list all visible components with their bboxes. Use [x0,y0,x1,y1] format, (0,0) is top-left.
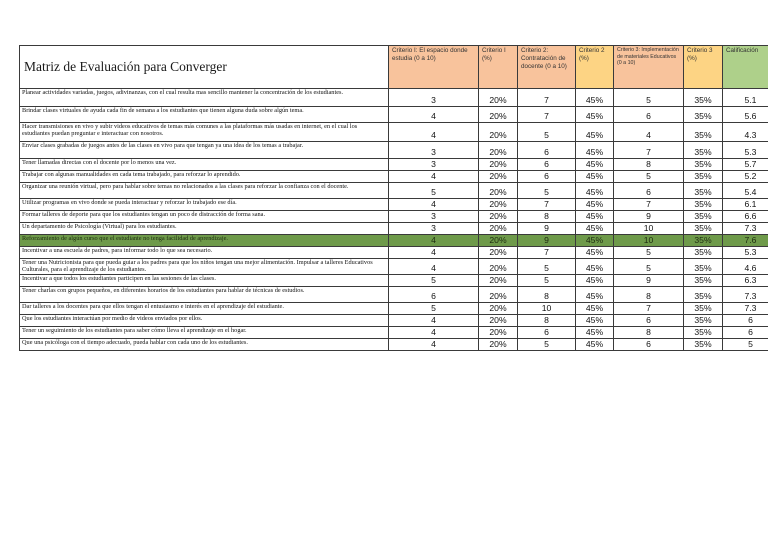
row-description: Que una psicóloga con el tiempo adecuado, pueda hablar con cada uno de los estudiantes. [20,339,389,351]
cell-calificacion: 7.3 [723,223,768,235]
cell-criterio2-pct: 45% [576,223,614,235]
cell-criterio1-pct: 20% [479,89,518,107]
cell-criterio1: 3 [389,159,479,171]
header-criterio2: Criterio 2: Contratación de docente (0 a 10) [518,46,576,89]
cell-criterio1: 4 [389,199,479,211]
cell-criterio2: 6 [518,327,576,339]
cell-criterio3: 6 [614,339,684,351]
cell-criterio3: 5 [614,89,684,107]
cell-criterio1-pct: 20% [479,339,518,351]
cell-criterio3-pct: 35% [684,107,723,123]
cell-criterio2-pct: 45% [576,235,614,247]
cell-criterio1-pct: 20% [479,159,518,171]
cell-criterio1-pct: 20% [479,247,518,259]
cell-criterio1-pct: 20% [479,183,518,199]
cell-calificacion: 5.7 [723,159,768,171]
cell-criterio3: 4 [614,123,684,142]
cell-criterio2: 5 [518,339,576,351]
cell-criterio2: 7 [518,247,576,259]
cell-criterio2: 8 [518,315,576,327]
cell-criterio1: 3 [389,223,479,235]
cell-criterio2: 5 [518,123,576,142]
cell-criterio2: 8 [518,287,576,303]
cell-criterio1-pct: 20% [479,223,518,235]
cell-criterio1: 5 [389,303,479,315]
cell-criterio2: 7 [518,107,576,123]
cell-criterio3: 7 [614,303,684,315]
row-description: Incentivar a que todos los estudiantes participen en las sesiones de las clases. [20,275,389,287]
cell-criterio3-pct: 35% [684,223,723,235]
cell-criterio2-pct: 45% [576,123,614,142]
row-description: Tener charlas con grupos pequeños, en diferentes horarios de los estudiantes para hablar de técnicas de estudios. [20,287,389,303]
row-description: Organizar una reunión virtual, pero para hablar sobre temas no relacionados a las clases para reforzar la confianza con el docente. [20,183,389,199]
cell-criterio3-pct: 35% [684,159,723,171]
cell-criterio2-pct: 45% [576,183,614,199]
row-description: Tener una Nutricionista para que pueda guiar a los padres para que los niños tengan una mejor alimentación. Impulsar a talleres Educativos Culturales, para el aprendizaje de los estudiantes. [20,259,389,275]
table-row [20,235,768,247]
cell-criterio2-pct: 45% [576,247,614,259]
cell-criterio3-pct: 35% [684,287,723,303]
cell-criterio1: 3 [389,89,479,107]
table-row [20,339,768,351]
cell-criterio1-pct: 20% [479,107,518,123]
cell-calificacion: 6 [723,327,768,339]
row-description: Formar talleres de deporte para que los estudiantes tengan un poco de distracción de forma sana. [20,211,389,223]
header-row [20,46,768,89]
cell-criterio1: 3 [389,211,479,223]
cell-criterio1: 4 [389,259,479,275]
cell-criterio2: 7 [518,89,576,107]
row-description: Trabajar con algunas manualidades en cada tema trabajado, para reforzar lo aprendido. [20,171,389,183]
cell-criterio2: 7 [518,199,576,211]
table-row [20,303,768,315]
cell-criterio1: 4 [389,107,479,123]
cell-criterio2-pct: 45% [576,142,614,159]
cell-calificacion: 5 [723,339,768,351]
cell-criterio2: 10 [518,303,576,315]
cell-calificacion: 7.6 [723,235,768,247]
cell-criterio3-pct: 35% [684,199,723,211]
cell-criterio1: 4 [389,171,479,183]
cell-criterio3-pct: 35% [684,211,723,223]
cell-calificacion: 5.6 [723,107,768,123]
table-row [20,199,768,211]
cell-criterio3: 7 [614,142,684,159]
cell-criterio3: 10 [614,223,684,235]
cell-criterio3: 8 [614,159,684,171]
cell-criterio3-pct: 35% [684,183,723,199]
cell-calificacion: 5.1 [723,89,768,107]
row-description: Brindar clases virtuales de ayuda cada fin de semana a los estudiantes que tienen alguna duda sobre algún tema. [20,107,389,123]
table-row [20,159,768,171]
cell-criterio3-pct: 35% [684,259,723,275]
cell-criterio3-pct: 35% [684,171,723,183]
cell-criterio2-pct: 45% [576,315,614,327]
row-description: Dar talleres a los docentes para que ellos tengan el entusiasmo e interés en el aprendizaje del estudiante. [20,303,389,315]
cell-calificacion: 7.3 [723,287,768,303]
header-criterio3-pct: Criterio 3 (%) [684,46,723,89]
header-criterio2-pct: Criterio 2 (%) [576,46,614,89]
cell-criterio1-pct: 20% [479,303,518,315]
cell-calificacion: 6.1 [723,199,768,211]
cell-criterio2: 6 [518,159,576,171]
cell-criterio2: 9 [518,235,576,247]
matrix-body [20,89,768,351]
cell-criterio1: 4 [389,339,479,351]
cell-criterio3: 9 [614,275,684,287]
cell-calificacion: 6.3 [723,275,768,287]
cell-criterio1-pct: 20% [479,199,518,211]
cell-criterio3-pct: 35% [684,339,723,351]
cell-criterio1: 4 [389,247,479,259]
row-description: Que los estudiantes interactúan por medio de videos enviados por ellos. [20,315,389,327]
cell-criterio3: 10 [614,235,684,247]
cell-calificacion: 6 [723,315,768,327]
cell-criterio2-pct: 45% [576,199,614,211]
cell-calificacion: 4.6 [723,259,768,275]
header-criterio3: Criterio 3: Implementación de materiales Educativos (0 a 10) [614,46,684,89]
cell-criterio1: 4 [389,235,479,247]
cell-criterio3: 5 [614,247,684,259]
row-description: Tener llamadas directas con el docente por lo menos una vez. [20,159,389,171]
row-description: Un departamento de Psicología (Virtual) para los estudiantes. [20,223,389,235]
cell-criterio3-pct: 35% [684,123,723,142]
table-row [20,223,768,235]
cell-criterio2-pct: 45% [576,287,614,303]
cell-criterio1-pct: 20% [479,142,518,159]
cell-criterio1: 5 [389,275,479,287]
cell-criterio1-pct: 20% [479,275,518,287]
cell-criterio3: 6 [614,315,684,327]
table-row [20,275,768,287]
cell-criterio1-pct: 20% [479,171,518,183]
cell-criterio2: 5 [518,183,576,199]
row-description: Utilizar programas en vivo donde se pueda interactuar y reforzar lo trabajado ese día. [20,199,389,211]
cell-criterio2: 5 [518,275,576,287]
cell-criterio1: 4 [389,327,479,339]
header-calificacion: Calificación [723,46,768,89]
cell-criterio3: 9 [614,211,684,223]
cell-criterio1: 4 [389,123,479,142]
row-description: Enviar clases grabadas de juegos antes de las clases en vivo para que tengan ya una idea de los temas a trabajar. [20,142,389,159]
evaluation-matrix [19,45,768,351]
cell-criterio1-pct: 20% [479,287,518,303]
cell-criterio2: 9 [518,223,576,235]
cell-criterio1-pct: 20% [479,327,518,339]
row-description: Hacer transmisiones en vivo y subir videos educativos de temas más comunes a las plataformas más usadas en internet, en el cual los estudiantes puedan preguntar e interactuar con nosotros. [20,123,389,142]
row-description: Reforzamiento de algún curso que el estudiante no tenga facilidad de aprendizaje. [20,235,389,247]
cell-criterio1: 6 [389,287,479,303]
row-description: Planear actividades variadas, juegos, adivinanzas, con el cual resulta mas sencillo mantener la concentración de los estudiantes. [20,89,389,107]
cell-criterio3-pct: 35% [684,142,723,159]
matrix-title: Matriz de Evaluación para Converger [20,46,389,89]
table-row [20,123,768,142]
table-row [20,327,768,339]
cell-criterio2: 5 [518,259,576,275]
table-row [20,211,768,223]
cell-criterio1-pct: 20% [479,211,518,223]
cell-criterio2-pct: 45% [576,211,614,223]
cell-calificacion: 5.4 [723,183,768,199]
table-row [20,287,768,303]
cell-criterio1-pct: 20% [479,235,518,247]
cell-criterio1-pct: 20% [479,315,518,327]
cell-criterio3-pct: 35% [684,275,723,287]
table-row [20,315,768,327]
cell-criterio2-pct: 45% [576,107,614,123]
cell-criterio2-pct: 45% [576,275,614,287]
cell-criterio2: 6 [518,142,576,159]
cell-criterio3-pct: 35% [684,235,723,247]
cell-calificacion: 5.2 [723,171,768,183]
cell-calificacion: 5.3 [723,247,768,259]
cell-criterio3: 8 [614,287,684,303]
cell-criterio2: 6 [518,171,576,183]
row-description: Incentivar a una escuela de padres, para informar todo lo que sea necesario. [20,247,389,259]
table-row [20,247,768,259]
cell-criterio2-pct: 45% [576,259,614,275]
table-row [20,142,768,159]
table-row [20,107,768,123]
table-row [20,171,768,183]
cell-calificacion: 6.6 [723,211,768,223]
cell-criterio3-pct: 35% [684,303,723,315]
cell-criterio3: 8 [614,327,684,339]
cell-criterio2-pct: 45% [576,171,614,183]
cell-criterio3-pct: 35% [684,315,723,327]
cell-criterio2-pct: 45% [576,89,614,107]
cell-criterio3-pct: 35% [684,327,723,339]
cell-calificacion: 7.3 [723,303,768,315]
cell-criterio2-pct: 45% [576,159,614,171]
cell-criterio1: 3 [389,142,479,159]
cell-criterio1-pct: 20% [479,259,518,275]
cell-criterio2-pct: 45% [576,303,614,315]
cell-criterio1: 5 [389,183,479,199]
cell-criterio3-pct: 35% [684,247,723,259]
cell-criterio1: 4 [389,315,479,327]
cell-calificacion: 4.3 [723,123,768,142]
cell-criterio3: 6 [614,107,684,123]
cell-criterio3: 5 [614,171,684,183]
cell-criterio3: 7 [614,199,684,211]
cell-criterio2-pct: 45% [576,339,614,351]
row-description: Tener un seguimiento de los estudiantes para saber cómo lleva el aprendizaje en el hogar. [20,327,389,339]
cell-criterio2-pct: 45% [576,327,614,339]
cell-criterio3-pct: 35% [684,89,723,107]
header-criterio1: Criterio I: El espacio donde estudia (0 a 10) [389,46,479,89]
cell-criterio1-pct: 20% [479,123,518,142]
cell-criterio3: 5 [614,259,684,275]
table-row [20,183,768,199]
cell-criterio3: 6 [614,183,684,199]
header-criterio1-pct: Criterio I (%) [479,46,518,89]
cell-criterio2: 8 [518,211,576,223]
table-row [20,259,768,275]
cell-calificacion: 5.3 [723,142,768,159]
table-row [20,89,768,107]
